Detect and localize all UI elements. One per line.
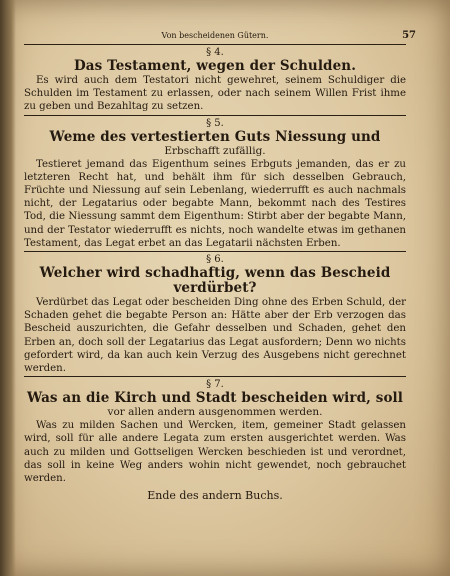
- section-body: Was zu milden Sachen und Wercken, item, gemeiner Stadt gelassen wird, soll für alle andere Legata zum ersten ausgerichtet werden. Was auch zu milden und Gottseligen Wercken beschieden ist und verordnet, das soll in keine Weg anders wohin nicht gewendet, noch gebrauchet werden.: [24, 420, 406, 485]
- book-gutter-shadow: [0, 0, 16, 576]
- section-number: § 7.: [206, 379, 224, 391]
- section-body: Testieret jemand das Eigenthum seines Erbguts jemanden, das er zu letzteren Recht hat, und behält ihm für sich desselben Gebrauch, Früchte und Niessung auf sein Lebenlang, wiederrufft es auch nachmals nicht, der Legatarius oder begabte Mann, bekommt nach des Testires Tod, die Niessung sammt dem Eigenthum: Stirbt aber der begabte Mann, und der Testator wiederrufft es nichts, noch wandelte etwas im gethanen Testament, das Legat erbet an das Legatarii nächsten Erben.: [24, 158, 406, 249]
- section-body: Verdürbet das Legat oder bescheiden Ding ohne des Erben Schuld, der Schaden gehet die begabte Person an: Hätte aber der Erb verzogen das Bescheid auszurichten, die Gefahr desselben und Schaden, gehet den Erben an, doch soll der Legatarius das Legat ausfordern; Denn wo nichts gefordert wird, da kan auch kein Verzug des Ausgebens nicht gerechnet werden.: [24, 297, 406, 375]
- section-heading: Das Testament, wegen der Schulden.: [73, 58, 356, 74]
- page-content: [24, 28, 416, 503]
- section-number: § 4.: [206, 47, 224, 58]
- section-heading: Welcher wird schadhaftig, wenn das Bescheid verdürbet?: [39, 265, 391, 297]
- section-number: § 6.: [206, 254, 224, 266]
- section-number: § 5.: [206, 117, 224, 129]
- section-divider: [24, 376, 406, 377]
- section-divider: [24, 251, 406, 252]
- section-subheading: vor allen andern ausgenommen werden.: [107, 406, 323, 419]
- closing-line: Ende des andern Buchs.: [147, 489, 283, 503]
- section-body: Es wird auch dem Testatori nicht gewehret, seinem Schuldiger die Schulden im Testament zu erlassen, oder nach seinem Willen Frist ihme zu geben und Bezahltag zu setzen.: [24, 75, 406, 113]
- running-head: [24, 28, 416, 45]
- running-title: Von bescheidenen Gütern.: [161, 31, 269, 40]
- section-subheading: Erbschafft zufällig.: [164, 144, 266, 157]
- section-heading: Was an die Kirch und Stadt bescheiden wird, soll: [26, 390, 404, 407]
- page-number: 57: [402, 30, 416, 41]
- section-heading: Weme des vertestierten Guts Niessung und: [49, 128, 381, 145]
- section-divider: [24, 115, 406, 116]
